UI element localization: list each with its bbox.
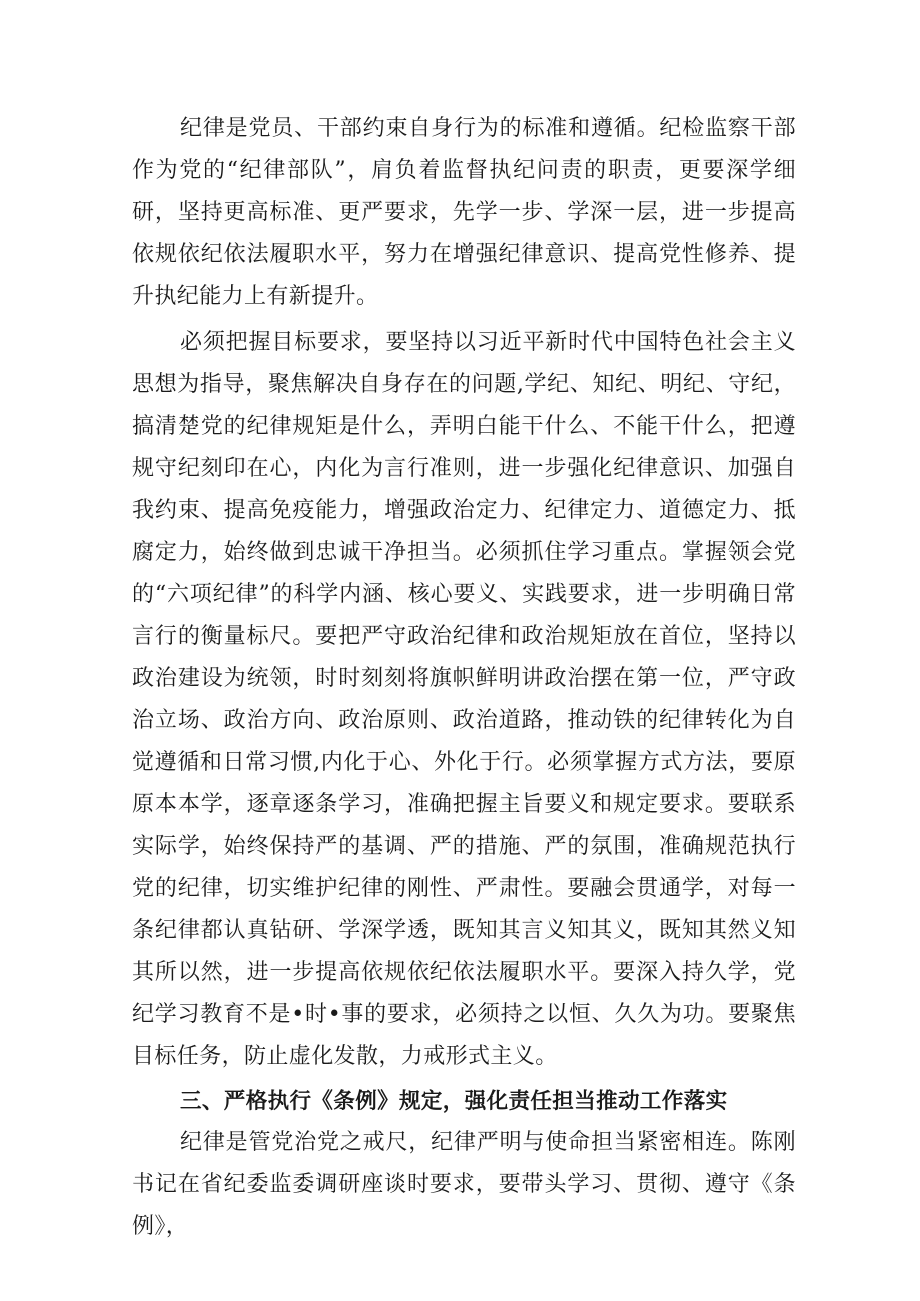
paragraph-closing: 纪律是管党治党之戒尺，纪律严明与使命担当紧密相连。陈刚书记在省纪委监委调研座谈时要求，要带头学习、贯彻、遵守《条例》， <box>132 1130 796 1239</box>
paragraph-discipline-standard: 纪律是党员、干部约束自身行为的标准和遵循。纪检监察干部作为党的“纪律部队”，肩负着监督执纪问责的职责，更要深学细研，坚持更高标准、更严要求，先学一步、学深一层，进一步提高依规依纪依法履职水平，努力在增强纪律意识、提高党性修养、提升执纪能力上有新提升。 <box>132 116 796 309</box>
section-heading: 三、严格执行《条例》规定，强化责任担当推动工作落实 <box>180 1089 728 1114</box>
document-page <box>132 108 796 1252</box>
paragraph-goal-requirements: 必须把握目标要求，要坚持以习近平新时代中国特色社会主义思想为指导，聚焦解决自身存在的问题,学纪、知纪、明纪、守纪，搞清楚党的纪律规矩是什么，弄明白能干什么、不能干什么，把遵规守纪刻印在心，内化为言行准则，进一步强化纪律意识、加强自我约束、提高免疫能力，增强政治定力、纪律定力、道德定力、抵腐定力，始终做到忠诚干净担当。必须抓住学习重点。掌握领会党的“六项纪律”的科学内涵、核心要义、实践要求，进一步明确日常言行的衡量标尺。要把严守政治纪律和政治规矩放在首位，坚持以政治建设为统领，时时刻刻将旗帜鲜明讲政治摆在第一位，严守政治立场、政治方向、政治原则、政治道路，推动铁的纪律转化为自觉遵循和日常习惯,内化于心、外化于行。必须掌握方式方法，要原原本本学，逐章逐条学习，准确把握主旨要义和规定要求。要联系实际学，始终保持严的基调、严的措施、严的氛围，准确规范执行党的纪律，切实维护纪律的刚性、严肃性。要融会贯通学，对每一条纪律都认真钻研、学深学透，既知其言义知其义，既知其然义知其所以然，进一步提高依规依纪依法履职水平。要深入持久学，党纪学习教育不是•时•事的要求，必须持之以恒、久久为功。要聚焦目标任务，防止虚化发散，力戒形式主义。 <box>132 330 796 1069</box>
